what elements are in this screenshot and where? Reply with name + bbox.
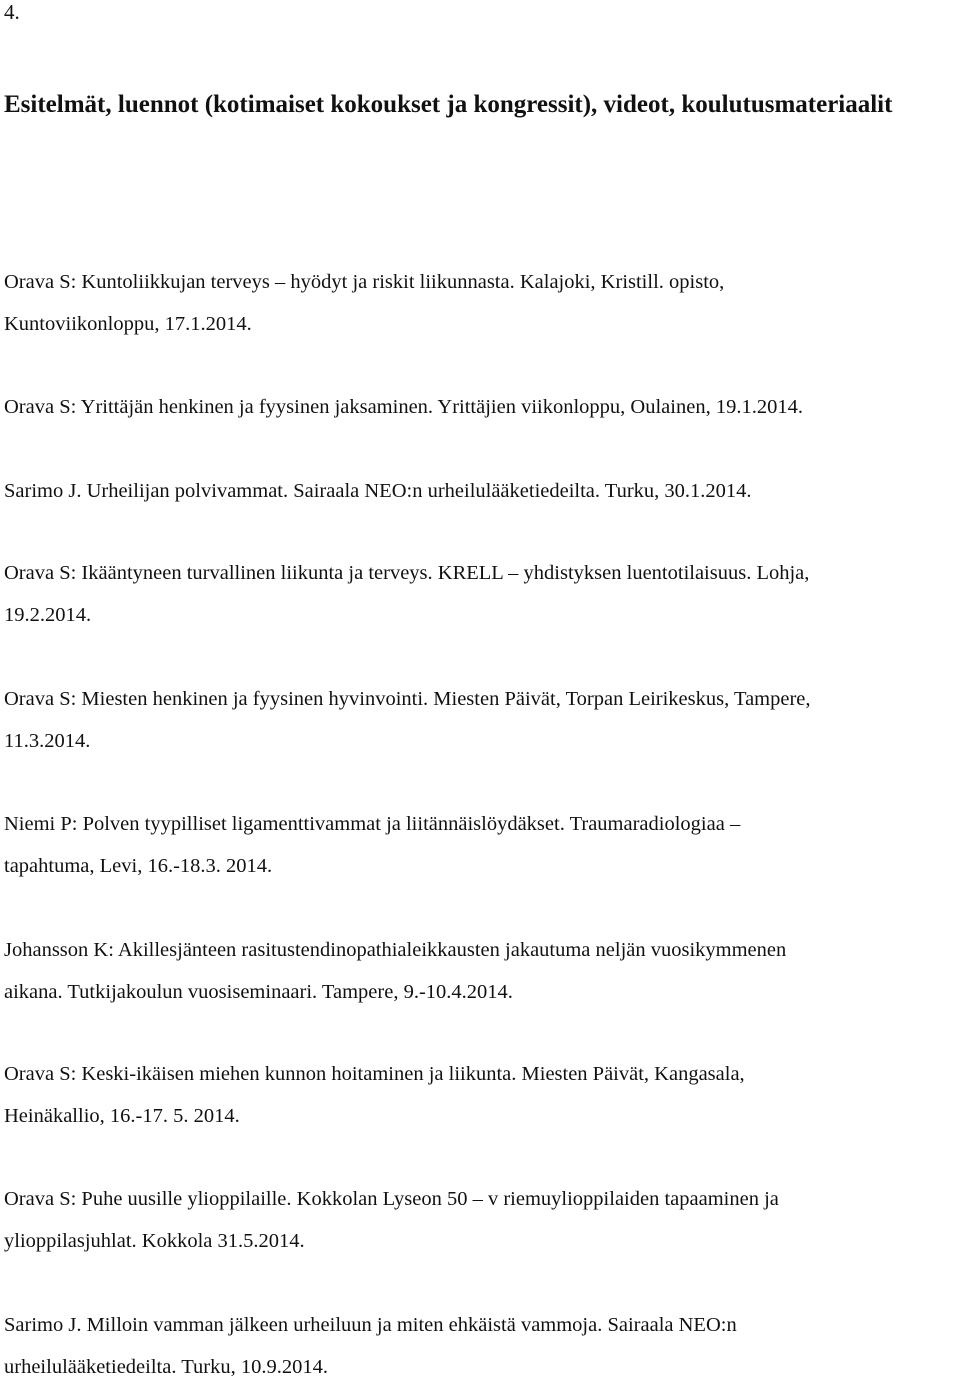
entry-line: Niemi P: Polven tyypilliset ligamenttivammat ja liitännäislöydäkset. Traumaradiologiaa –: [4, 813, 741, 835]
list-item: [4, 678, 954, 762]
entry-line: Sarimo J. Milloin vamman jälkeen urheiluun ja miten ehkäistä vammoja. Sairaala NEO:n: [4, 1314, 737, 1336]
entry-line: 19.2.2014.: [4, 604, 92, 626]
list-item: [4, 386, 954, 428]
entry-line: Kuntoviikonloppu, 17.1.2014.: [4, 313, 252, 335]
entry-line: urheilulääketiedeilta. Turku, 10.9.2014.: [4, 1356, 328, 1378]
entry-line: Orava S: Keski-ikäisen miehen kunnon hoitaminen ja liikunta. Miesten Päivät, Kangasala,: [4, 1063, 745, 1085]
entry-line: Sarimo J. Urheilijan polvivammat. Sairaala NEO:n urheilulääketiedeilta. Turku, 30.1.2014.: [4, 480, 752, 502]
entry-line: Orava S: Ikääntyneen turvallinen liikunta ja terveys. KRELL – yhdistyksen luentotilaisuus. Lohja,: [4, 562, 810, 584]
list-item: [4, 1053, 954, 1137]
entry-line: aikana. Tutkijakoulun vuosiseminaari. Tampere, 9.-10.4.2014.: [4, 981, 513, 1003]
list-item: [4, 261, 954, 345]
list-item: [4, 929, 954, 1013]
entry-line: Orava S: Miesten henkinen ja fyysinen hyvinvointi. Miesten Päivät, Torpan Leirikeskus, Tampere,: [4, 688, 811, 710]
entry-line: Orava S: Yrittäjän henkinen ja fyysinen jaksaminen. Yrittäjien viikonloppu, Oulainen, 19.1.2014.: [4, 396, 803, 418]
entry-line: Johansson K: Akillesjänteen rasitustendinopathialeikkausten jakautuma neljän vuosikymmenen: [4, 939, 787, 961]
list-item: [4, 1178, 954, 1262]
entry-line: Orava S: Kuntoliikkujan terveys – hyödyt ja riskit liikunnasta. Kalajoki, Kristill. opisto,: [4, 271, 725, 293]
entry-line: ylioppilasjuhlat. Kokkola 31.5.2014.: [4, 1230, 305, 1252]
entry-line: 11.3.2014.: [4, 730, 91, 752]
page-number: 4.: [4, 0, 20, 24]
section-heading: Esitelmät, luennot (kotimaiset kokoukset ja kongressit), videot, koulutusmateriaalit: [4, 91, 893, 118]
entry-line: Heinäkallio, 16.-17. 5. 2014.: [4, 1105, 240, 1127]
list-item: [4, 470, 954, 512]
entry-line: Orava S: Puhe uusille ylioppilaille. Kokkolan Lyseon 50 – v riemuylioppilaiden tapaaminen ja: [4, 1188, 779, 1210]
list-item: [4, 552, 954, 636]
list-item: [4, 1304, 954, 1388]
entry-line: tapahtuma, Levi, 16.-18.3. 2014.: [4, 855, 273, 877]
list-item: [4, 803, 954, 887]
